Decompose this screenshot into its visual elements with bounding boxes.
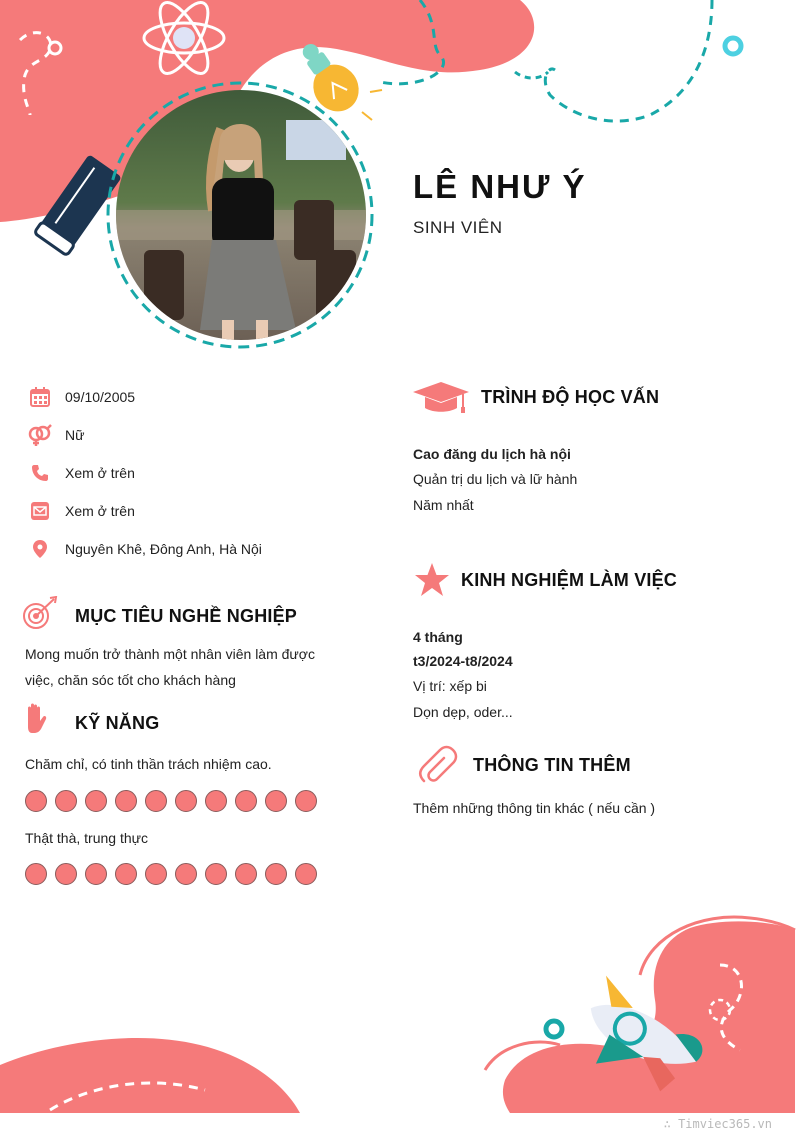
experience-title: KINH NGHIỆM LÀM VIỆC — [461, 570, 678, 590]
email-icon — [28, 499, 52, 523]
bottom-decoration — [0, 900, 800, 1139]
skill-rating-dot — [235, 790, 257, 812]
additional-title: THÔNG TIN THÊM — [473, 755, 631, 775]
profile-photo — [116, 90, 366, 340]
skill-rating-dot — [175, 790, 197, 812]
candidate-name: LÊ NHƯ Ý — [413, 168, 587, 205]
phone-icon — [28, 461, 52, 485]
birthdate-row — [28, 385, 135, 409]
brand-watermark: ∴ Timviec365.vn — [663, 1117, 772, 1131]
experience-position: Vị trí: xếp bi — [413, 678, 487, 694]
skill-rating-dot — [295, 790, 317, 812]
skill-rating-dot — [85, 863, 107, 885]
skill-name: Thật thà, trung thực — [25, 830, 148, 846]
skill-rating-dot — [25, 863, 47, 885]
skill-rating-dot — [55, 790, 77, 812]
gender-value: Nữ — [65, 427, 85, 443]
skill-rating-dot — [85, 790, 107, 812]
skill-rating-dot — [55, 863, 77, 885]
phone-row — [28, 461, 135, 485]
skill-rating — [25, 863, 317, 885]
hand-icon — [24, 703, 48, 735]
objective-line: việc, chăn sóc tốt cho khách hàng — [25, 672, 236, 688]
education-major: Quản trị du lịch và lữ hành — [413, 471, 578, 487]
skill-rating-dot — [295, 863, 317, 885]
calendar-icon — [28, 385, 52, 409]
skill-rating-dot — [145, 790, 167, 812]
skill-rating-dot — [205, 863, 227, 885]
location-pin-icon — [28, 537, 52, 561]
skill-rating-dot — [115, 863, 137, 885]
job-title: SINH VIÊN — [413, 218, 503, 237]
skill-rating-dot — [145, 863, 167, 885]
birthdate-value: 09/10/2005 — [65, 389, 136, 405]
target-icon — [22, 596, 58, 632]
experience-description: Dọn dẹp, oder... — [413, 704, 513, 720]
phone-value: Xem ở trên — [65, 465, 135, 481]
skills-title: KỸ NĂNG — [75, 713, 160, 733]
skill-rating-dot — [115, 790, 137, 812]
email-value: Xem ở trên — [65, 503, 135, 519]
skill-name: Chăm chỉ, có tinh thần trách nhiệm cao. — [25, 756, 272, 772]
additional-text: Thêm những thông tin khác ( nếu cần ) — [413, 800, 656, 816]
address-value: Nguyên Khê, Đông Anh, Hà Nội — [65, 541, 262, 557]
email-row — [28, 499, 135, 523]
education-school: Cao đăng du lịch hà nội — [413, 446, 571, 462]
education-title: TRÌNH ĐỘ HỌC VẤN — [481, 387, 660, 407]
address-row — [28, 537, 262, 561]
paperclip-icon — [416, 745, 458, 785]
graduation-cap-icon — [413, 380, 469, 414]
star-icon — [414, 563, 450, 597]
education-year: Năm nhất — [413, 497, 474, 513]
skill-rating-dot — [175, 863, 197, 885]
gender-icon — [28, 423, 52, 447]
skill-rating-dot — [265, 790, 287, 812]
experience-duration: 4 tháng — [413, 629, 463, 645]
objective-title: MỤC TIÊU NGHỀ NGHIỆP — [75, 606, 298, 626]
skill-rating-dot — [25, 790, 47, 812]
skill-rating-dot — [205, 790, 227, 812]
skill-rating — [25, 790, 317, 812]
objective-line: Mong muốn trở thành một nhân viên làm được — [25, 646, 315, 662]
objective-text — [25, 641, 315, 693]
gender-row — [28, 423, 84, 447]
skill-rating-dot — [265, 863, 287, 885]
skill-rating-dot — [235, 863, 257, 885]
experience-period: t3/2024-t8/2024 — [413, 653, 513, 669]
